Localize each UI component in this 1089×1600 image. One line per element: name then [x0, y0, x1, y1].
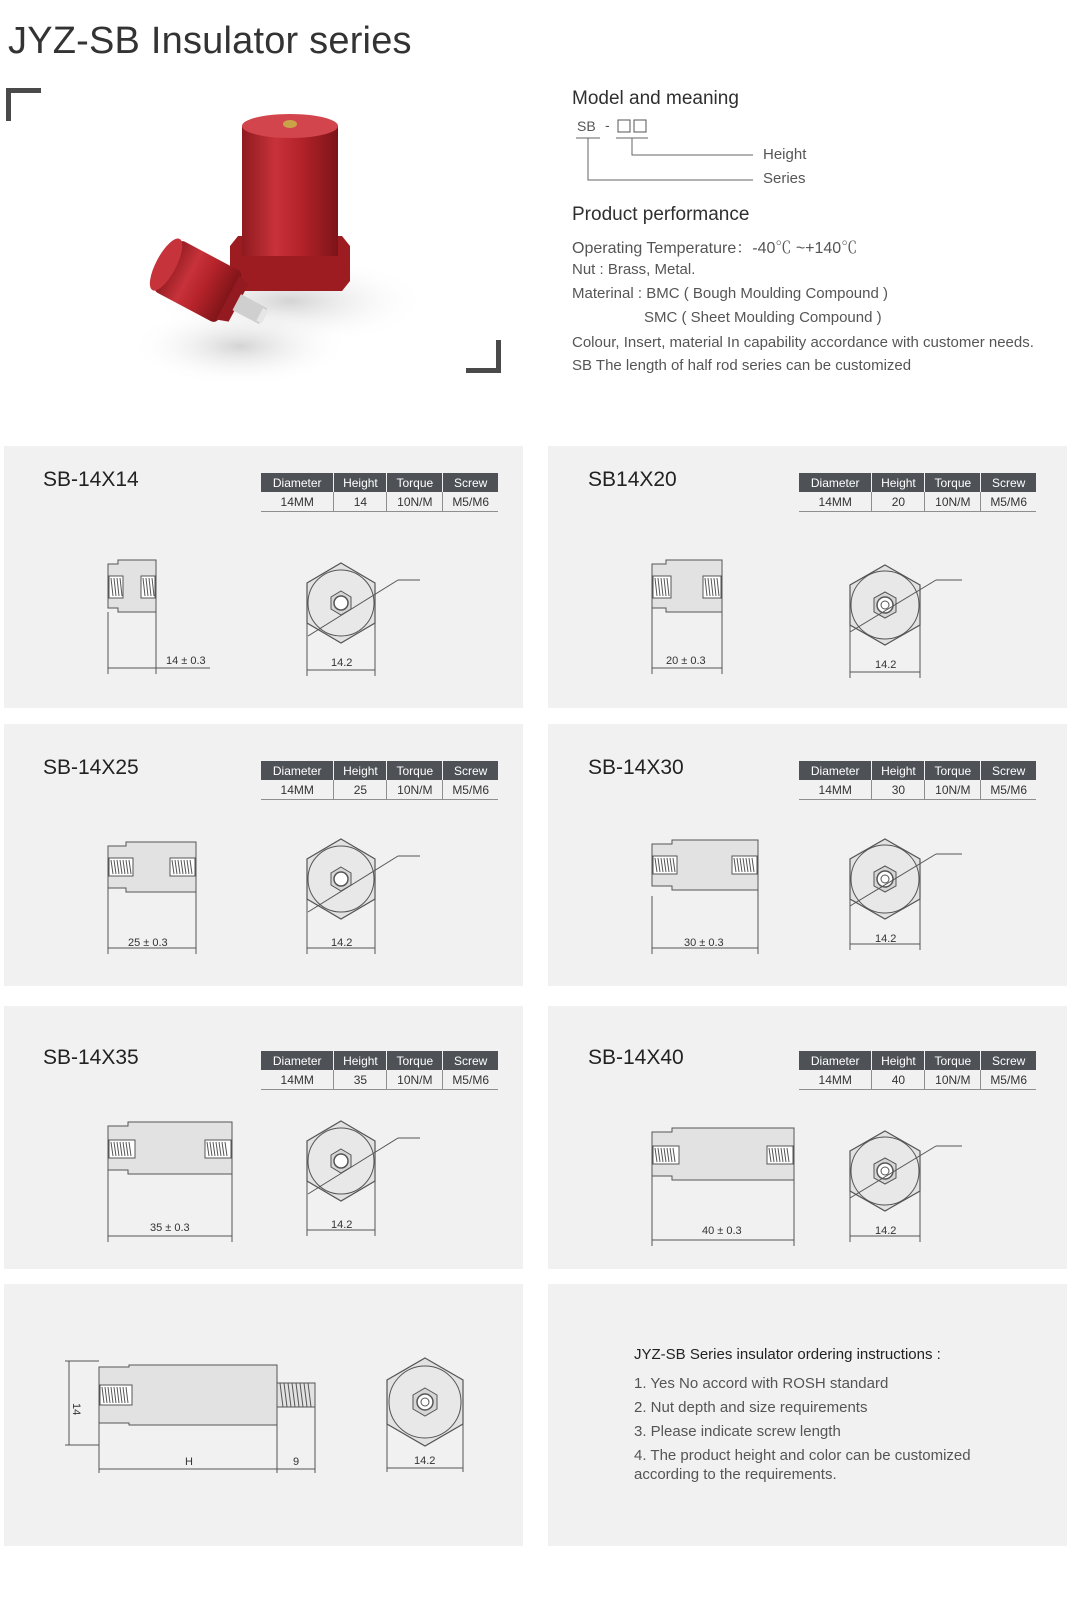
ordering-item: 4. The product height and color can be customized: [634, 1447, 971, 1464]
spec-table: [261, 1051, 498, 1090]
hex-dimension: 14.2: [331, 1219, 353, 1231]
performance-line: Materinal : BMC ( Bough Moulding Compound ): [572, 285, 888, 302]
product-panel: [4, 1006, 523, 1269]
corner-bracket-bottom-right: [466, 340, 501, 373]
length-dimension: 14 ± 0.3: [166, 655, 206, 667]
spec-header: Screw: [981, 473, 1036, 492]
spec-screw: M5/M6: [981, 1070, 1036, 1090]
hex-dimension: 14.2: [331, 937, 353, 949]
height-dimension: 14: [70, 1403, 82, 1416]
side-view-drawing: [100, 1116, 240, 1246]
spec-height: 14: [334, 492, 387, 512]
spec-header: Height: [872, 473, 925, 492]
spec-torque: 10N/M: [387, 1070, 443, 1090]
spec-height: 20: [872, 492, 925, 512]
model-code-diagram: [570, 118, 770, 188]
spec-torque: 10N/M: [387, 492, 443, 512]
screw-length-dimension: 9: [293, 1456, 300, 1468]
product-photo: [80, 86, 460, 406]
spec-screw: M5/M6: [981, 492, 1036, 512]
product-panel: [548, 446, 1067, 708]
top-view-drawing: [298, 1116, 428, 1241]
spec-header: Diameter: [261, 473, 334, 492]
spec-header: Diameter: [799, 761, 872, 780]
hex-dimension: 14.2: [331, 657, 353, 669]
spec-header: Torque: [925, 473, 981, 492]
side-view-drawing: [644, 1122, 804, 1252]
product-panel: [548, 1006, 1067, 1269]
spec-header: Screw: [981, 1051, 1036, 1070]
spec-header: Torque: [387, 473, 443, 492]
side-view-drawing: [644, 834, 774, 959]
rod-top-view-drawing: [382, 1356, 482, 1481]
side-view-drawing: [644, 556, 774, 681]
performance-line: SMC ( Sheet Moulding Compound ): [644, 309, 882, 326]
product-name: SB-14X30: [588, 756, 684, 779]
length-dimension: 30 ± 0.3: [684, 937, 724, 949]
hex-dimension: 14.2: [875, 933, 897, 945]
model-heading: Model and meaning: [572, 88, 739, 109]
top-view-drawing: [298, 834, 428, 959]
spec-height: 25: [334, 780, 387, 800]
rod-side-view-drawing: [59, 1349, 329, 1484]
spec-screw: M5/M6: [981, 780, 1036, 800]
spec-header: Height: [872, 1051, 925, 1070]
product-name: SB14X20: [588, 468, 677, 491]
spec-screw: M5/M6: [443, 1070, 498, 1090]
spec-header: Diameter: [261, 1051, 334, 1070]
spec-header: Diameter: [261, 761, 334, 780]
length-dimension: 40 ± 0.3: [702, 1225, 742, 1237]
product-name: SB-14X25: [43, 756, 139, 779]
spec-screw: M5/M6: [443, 780, 498, 800]
model-code-dash: -: [605, 117, 610, 133]
spec-diameter: 14MM: [261, 1070, 334, 1090]
hex-dimension: 14.2: [875, 659, 897, 671]
spec-height: 35: [334, 1070, 387, 1090]
performance-line: Nut : Brass, Metal.: [572, 261, 696, 278]
length-dimension: 35 ± 0.3: [150, 1222, 190, 1234]
spec-screw: M5/M6: [443, 492, 498, 512]
spec-header: Height: [872, 761, 925, 780]
spec-header: Torque: [387, 1051, 443, 1070]
spec-diameter: 14MM: [799, 492, 872, 512]
spec-diameter: 14MM: [261, 780, 334, 800]
spec-header: Height: [334, 473, 387, 492]
spec-header: Torque: [387, 761, 443, 780]
spec-diameter: 14MM: [799, 780, 872, 800]
product-panel: [4, 724, 523, 986]
top-view-drawing: [840, 834, 970, 959]
spec-torque: 10N/M: [925, 1070, 981, 1090]
spec-height: 40: [872, 1070, 925, 1090]
spec-torque: 10N/M: [925, 492, 981, 512]
spec-header: Screw: [443, 473, 498, 492]
product-name: SB-14X35: [43, 1046, 139, 1069]
spec-header: Height: [334, 761, 387, 780]
ordering-item: 1. Yes No accord with ROSH standard: [634, 1375, 889, 1392]
ordering-item: 3. Please indicate screw length: [634, 1423, 841, 1440]
spec-header: Screw: [443, 761, 498, 780]
spec-torque: 10N/M: [387, 780, 443, 800]
spec-header: Torque: [925, 761, 981, 780]
side-view-drawing: [100, 836, 230, 961]
spec-header: Torque: [925, 1051, 981, 1070]
top-view-drawing: [298, 558, 428, 678]
performance-heading: Product performance: [572, 204, 750, 225]
spec-header: Screw: [443, 1051, 498, 1070]
length-dimension: 25 ± 0.3: [128, 937, 168, 949]
rod-drawing-panel: [4, 1284, 523, 1546]
corner-bracket-top-left: [6, 88, 41, 121]
performance-line: Colour, Insert, material In capability accordance with customer needs.: [572, 334, 1034, 351]
ordering-item: according to the requirements.: [634, 1466, 837, 1483]
ordering-panel: [548, 1284, 1067, 1546]
spec-diameter: 14MM: [799, 1070, 872, 1090]
model-code-prefix: SB: [577, 118, 596, 134]
model-label-height: Height: [763, 146, 807, 163]
page-title: JYZ-SB Insulator series: [8, 20, 412, 62]
spec-header: Screw: [981, 761, 1036, 780]
spec-header: Diameter: [799, 1051, 872, 1070]
spec-torque: 10N/M: [925, 780, 981, 800]
spec-table: [799, 761, 1036, 800]
spec-diameter: 14MM: [261, 492, 334, 512]
top-view-drawing: [840, 560, 970, 680]
side-view-drawing: [100, 556, 230, 681]
product-panel: [4, 446, 523, 708]
spec-table: [261, 473, 498, 512]
product-name: SB-14X14: [43, 468, 139, 491]
performance-line: Operating Temperature：-40℃ ~+140℃: [572, 240, 858, 257]
ordering-title: JYZ-SB Series insulator ordering instructions :: [634, 1346, 941, 1363]
spec-header: Height: [334, 1051, 387, 1070]
top-view-drawing: [840, 1126, 970, 1251]
hex-dimension: 14.2: [875, 1225, 897, 1237]
spec-table: [261, 761, 498, 800]
length-dimension: H: [185, 1456, 193, 1468]
ordering-item: 2. Nut depth and size requirements: [634, 1399, 868, 1416]
hex-dimension: 14.2: [414, 1455, 436, 1467]
performance-line: SB The length of half rod series can be customized: [572, 357, 912, 374]
product-panel: [548, 724, 1067, 986]
model-label-series: Series: [763, 170, 806, 187]
spec-table: [799, 473, 1036, 512]
spec-table: [799, 1051, 1036, 1090]
length-dimension: 20 ± 0.3: [666, 655, 706, 667]
spec-header: Diameter: [799, 473, 872, 492]
product-name: SB-14X40: [588, 1046, 684, 1069]
spec-height: 30: [872, 780, 925, 800]
